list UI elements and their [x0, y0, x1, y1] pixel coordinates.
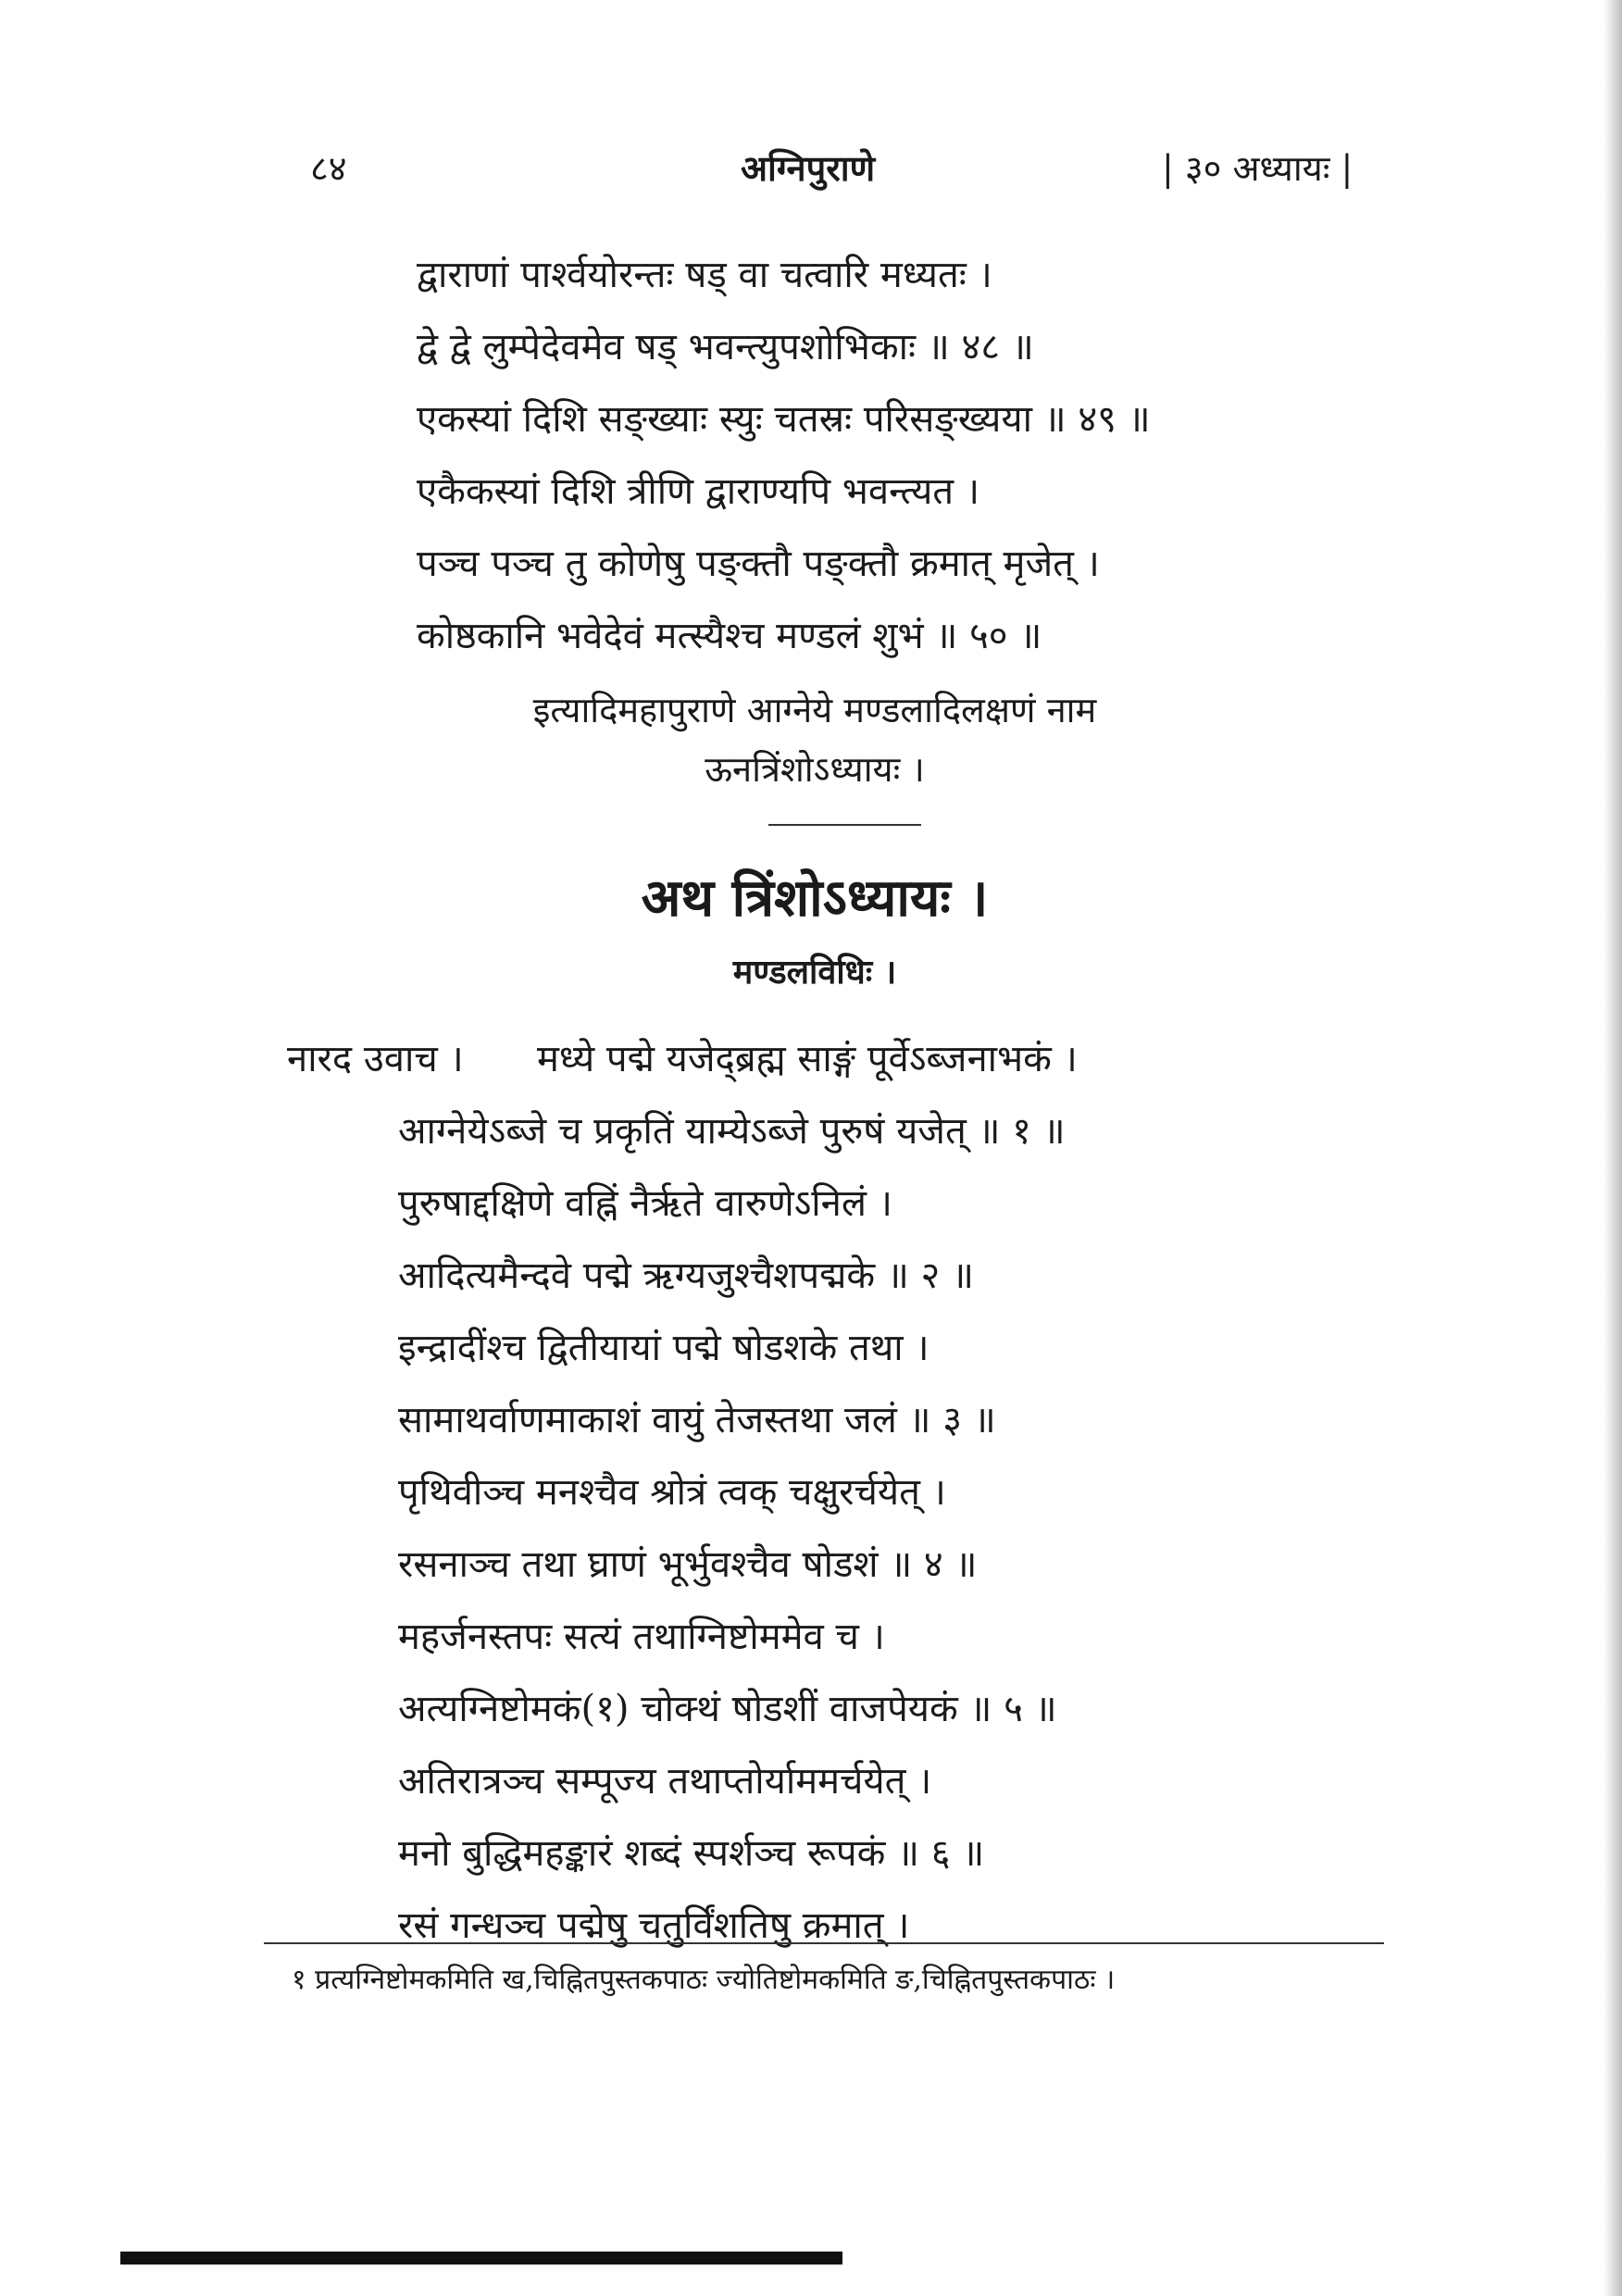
footnote: १ प्रत्यग्निष्टोमकमिति ख,चिह्नितपुस्तकपाठः ज्योतिष्टोमकमिति ङ,चिह्नितपुस्तकपाठः । [292, 1964, 1116, 1996]
verse-line: द्वाराणां पार्श्वयोरन्तः षड् वा चत्वारि मध्यतः । [417, 254, 992, 296]
verse-line: रसं गन्धञ्च पद्मेषु चतुर्विंशतिषु क्रमात् । [398, 1904, 910, 1947]
verse-line: पृथिवीञ्च मनश्चैव श्रोत्रं त्वक् चक्षुरर्चयेत् । [398, 1471, 946, 1514]
chapter-subheading: मण्डलविधिः । [732, 953, 897, 992]
verse-line: सामाथर्वाणमाकाशं वायुं तेजस्तथा जलं ॥ ३ ॥ [398, 1399, 996, 1441]
verse-line: मनो बुद्धिमहङ्कारं शब्दं स्पर्शञ्च रूपकं ॥ ६ ॥ [398, 1832, 985, 1875]
verse-line: कोष्ठकानि भवेदेवं मत्स्यैश्च मण्डलं शुभं ॥ ५० ॥ [417, 615, 1042, 657]
verse-line: एकैकस्यां दिशि त्रीणि द्वाराण्यपि भवन्त्यत । [417, 470, 979, 513]
chapter-heading: अथ त्रिंशोऽध्यायः । [641, 867, 989, 929]
page-number: ८४ [310, 148, 347, 189]
page-header [0, 139, 1622, 204]
verse-line: अत्यग्निष्टोमकं(१) चोक्थं षोडशीं वाजपेयकं ॥ ५ ॥ [398, 1688, 1057, 1730]
scan-edge-shadow [1603, 0, 1622, 2296]
footnote-rule [264, 1942, 1384, 1944]
speaker-label: नारद उवाच । [287, 1038, 464, 1080]
scan-bottom-bar [120, 2252, 842, 2265]
verse-line: पुरुषाद्दक्षिणे वह्निं नैर्ऋते वारुणेऽनिलं । [398, 1182, 892, 1225]
section-divider [768, 824, 921, 826]
previous-chapter-verses [417, 239, 1481, 672]
verse-line: अतिरात्रञ्च सम्पूज्य तथाप्तोर्याममर्चयेत् । [398, 1760, 932, 1803]
chapter-tag: | ३० अध्यायः | [1162, 148, 1354, 189]
colophon-line: इत्यादिमहापुराणे आग्नेये मण्डलादिलक्षणं नाम [532, 690, 1097, 730]
verse-line: आग्नेयेऽब्जे च प्रकृतिं याम्येऽब्जे पुरुषं यजेत् ॥ १ ॥ [398, 1110, 1066, 1153]
verse-line: एकस्यां दिशि सङ्ख्याः स्युः चतस्रः परिसङ्ख्यया ॥ ४९ ॥ [417, 398, 1151, 441]
colophon-line: ऊनत्रिंशोऽध्यायः । [705, 749, 925, 790]
verse-line: रसनाञ्च तथा घ्राणं भूर्भुवश्चैव षोडशं ॥ ४ ॥ [398, 1543, 978, 1586]
chapter-verses [398, 1023, 1463, 1962]
running-title: अग्निपुराणे [741, 147, 876, 189]
colophon [352, 680, 1278, 799]
verse-line: मध्ये पद्मे यजेद्ब्रह्म साङ्गं पूर्वेऽब्जनाभकं । [537, 1038, 1078, 1080]
verse-line: पञ्च पञ्च तु कोणेषु पङ्क्तौ पङ्क्तौ क्रमात् मृजेत् । [417, 543, 1100, 585]
verse-line: द्वे द्वे लुम्पेदेवमेव षड् भवन्त्युपशोभिकाः ॥ ४८ ॥ [417, 326, 1034, 368]
verse-line: इन्द्रादींश्च द्वितीयायां पद्मे षोडशके तथा । [398, 1327, 930, 1369]
verse-line: महर्जनस्तपः सत्यं तथाग्निष्टोममेव च । [398, 1616, 885, 1658]
verse-line: आदित्यमैन्दवे पद्मे ऋग्यजुश्चैशपद्मके ॥ २ ॥ [398, 1254, 974, 1297]
